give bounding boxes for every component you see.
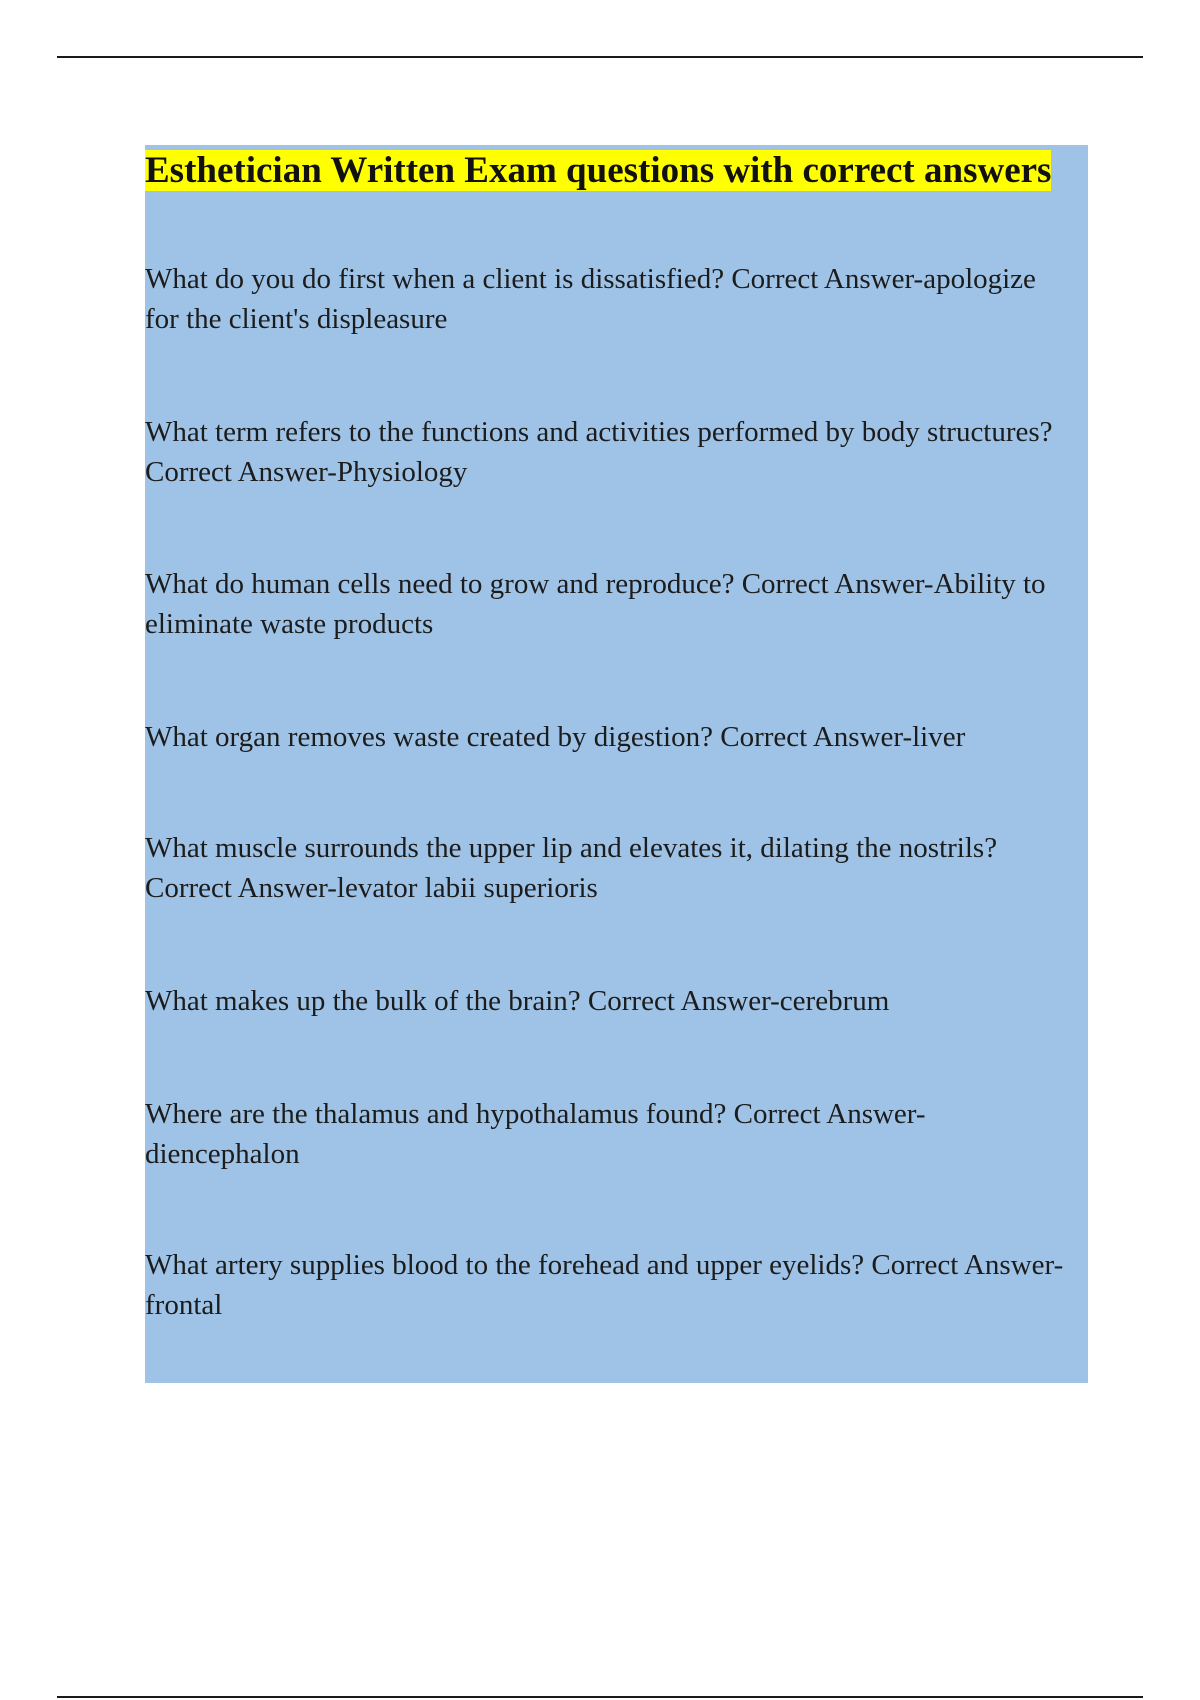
qa-item: What organ removes waste created by digestion? Correct Answer-liver <box>145 721 966 753</box>
qa-item: What artery supplies blood to the forehead and upper eyelids? Correct Answer-frontal <box>145 1249 1064 1321</box>
qa-item: What do you do first when a client is dissatisfied? Correct Answer-apologize for the client's displeasure <box>145 263 1036 335</box>
header-rule <box>57 56 1143 58</box>
document-content <box>145 145 1088 1383</box>
qa-item: What makes up the bulk of the brain? Correct Answer-cerebrum <box>145 985 890 1017</box>
qa-item: What do human cells need to grow and reproduce? Correct Answer-Ability to eliminate waste products <box>145 568 1046 640</box>
qa-item: Where are the thalamus and hypothalamus found? Correct Answer-diencephalon <box>145 1098 926 1170</box>
title-highlight: Esthetician Written Exam questions with correct answers <box>145 150 1052 191</box>
document-title <box>145 145 1088 196</box>
qa-item: What term refers to the functions and activities performed by body structures? Correct Answer-Physiology <box>145 416 1053 488</box>
qa-item: What muscle surrounds the upper lip and elevates it, dilating the nostrils? Correct Answer-levator labii superioris <box>145 832 998 904</box>
footer-rule <box>57 1696 1143 1698</box>
